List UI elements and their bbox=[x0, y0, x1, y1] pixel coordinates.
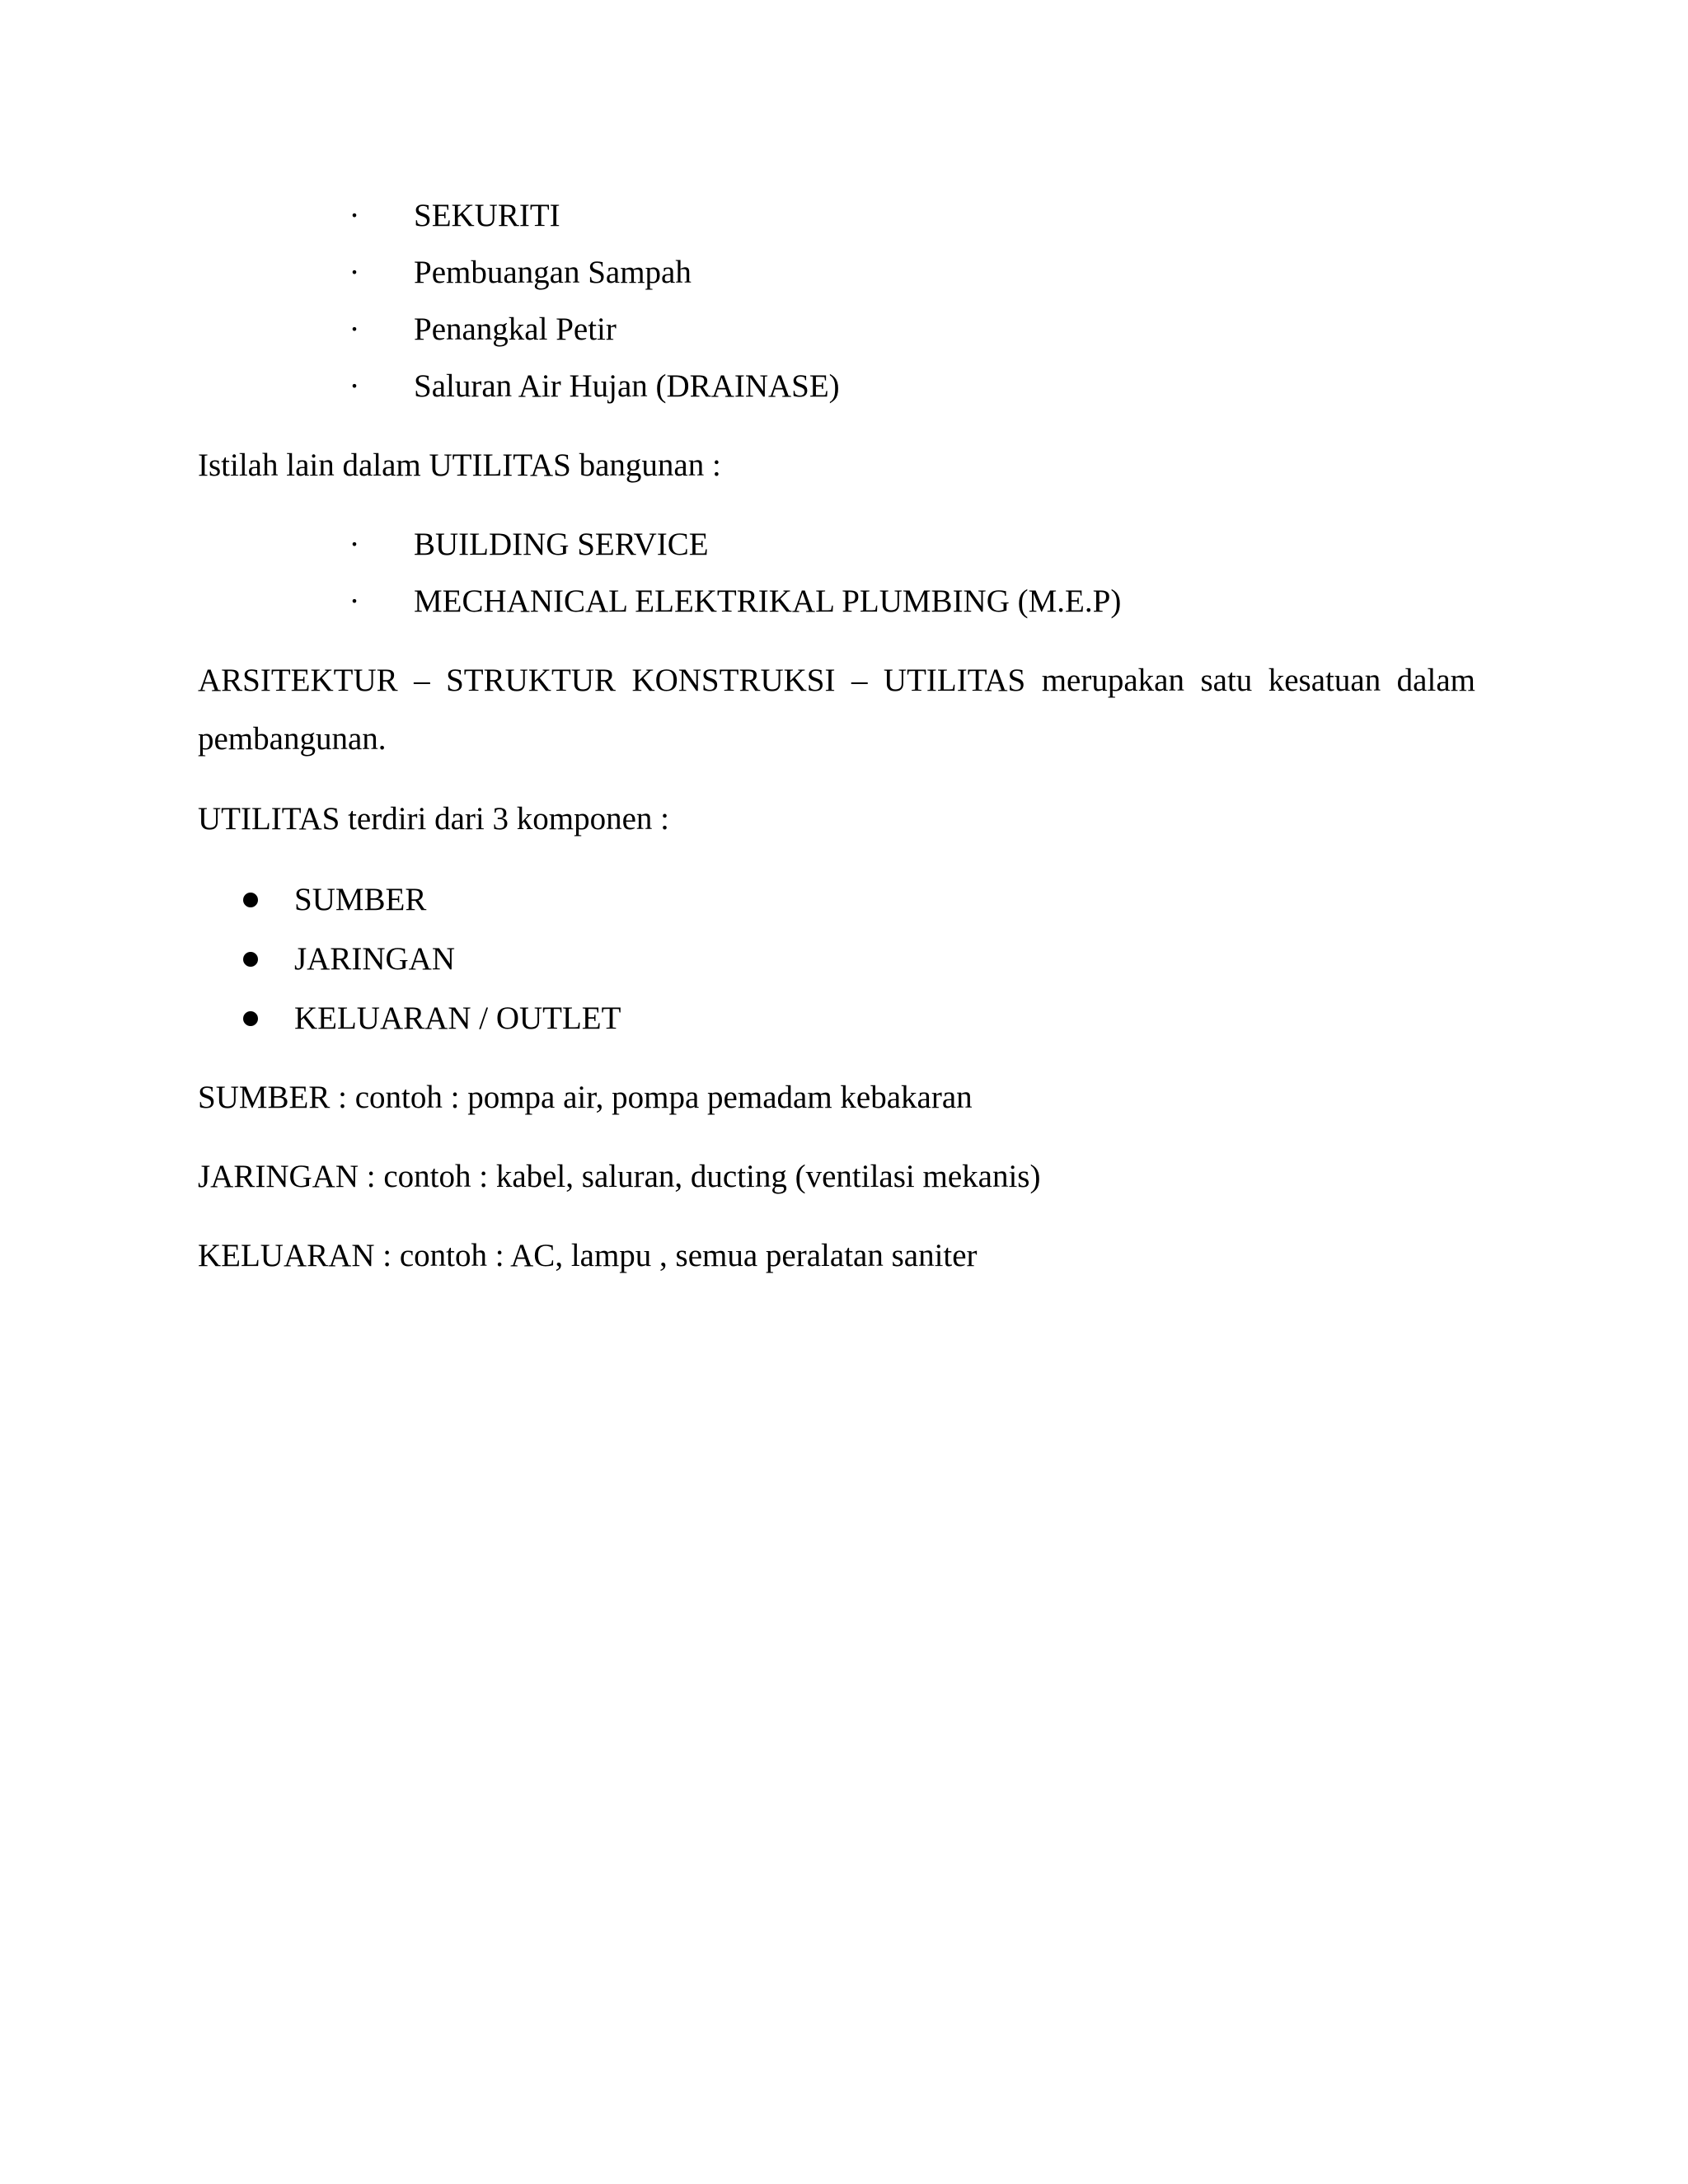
list-item-penangkal-petir: Penangkal Petir bbox=[414, 312, 617, 347]
list-item-sekuriti: SEKURITI bbox=[414, 198, 560, 233]
bullet-disc bbox=[243, 893, 258, 907]
bullet-dot: · bbox=[349, 312, 360, 347]
bullet-disc bbox=[243, 952, 258, 967]
list-item-saluran-air-hujan: Saluran Air Hujan (DRAINASE) bbox=[414, 368, 840, 404]
arsitektur-paragraph-line-1 bbox=[198, 664, 1475, 696]
arsitektur-paragraph-line-2: pembangunan. bbox=[198, 721, 387, 757]
bullet-disc bbox=[243, 1011, 258, 1026]
paragraph-word: KONSTRUKSI bbox=[631, 663, 836, 698]
paragraph-word: – bbox=[851, 663, 868, 698]
paragraph-word: satu bbox=[1200, 663, 1253, 698]
bullet-dot: · bbox=[349, 583, 360, 619]
paragraph-word: – bbox=[414, 663, 430, 698]
bullet-dot: · bbox=[349, 527, 360, 562]
paragraph-word: UTILITAS bbox=[883, 663, 1026, 698]
list-item-sumber: SUMBER bbox=[294, 882, 427, 917]
example-keluaran: KELUARAN : contoh : AC, lampu , semua peralatan saniter bbox=[198, 1238, 978, 1273]
bullet-dot: · bbox=[349, 368, 360, 404]
paragraph-word: dalam bbox=[1396, 663, 1475, 698]
list-item-jaringan: JARINGAN bbox=[294, 941, 455, 977]
example-jaringan: JARINGAN : contoh : kabel, saluran, ducting (ventilasi mekanis) bbox=[198, 1159, 1041, 1194]
istilah-paragraph: Istilah lain dalam UTILITAS bangunan : bbox=[198, 448, 721, 483]
list-item-keluaran: KELUARAN / OUTLET bbox=[294, 1001, 621, 1036]
list-item-mep: MECHANICAL ELEKTRIKAL PLUMBING (M.E.P) bbox=[414, 583, 1122, 619]
list-item-pembuangan-sampah: Pembuangan Sampah bbox=[414, 255, 692, 290]
bullet-dot: · bbox=[349, 255, 360, 290]
paragraph-word: kesatuan bbox=[1268, 663, 1381, 698]
komponen-intro-paragraph: UTILITAS terdiri dari 3 komponen : bbox=[198, 801, 669, 837]
paragraph-word: STRUKTUR bbox=[446, 663, 616, 698]
list-item-building-service: BUILDING SERVICE bbox=[414, 527, 709, 562]
example-sumber: SUMBER : contoh : pompa air, pompa pemadam kebakaran bbox=[198, 1080, 973, 1115]
paragraph-word: ARSITEKTUR bbox=[198, 663, 398, 698]
paragraph-word: merupakan bbox=[1041, 663, 1184, 698]
bullet-dot: · bbox=[349, 198, 360, 233]
